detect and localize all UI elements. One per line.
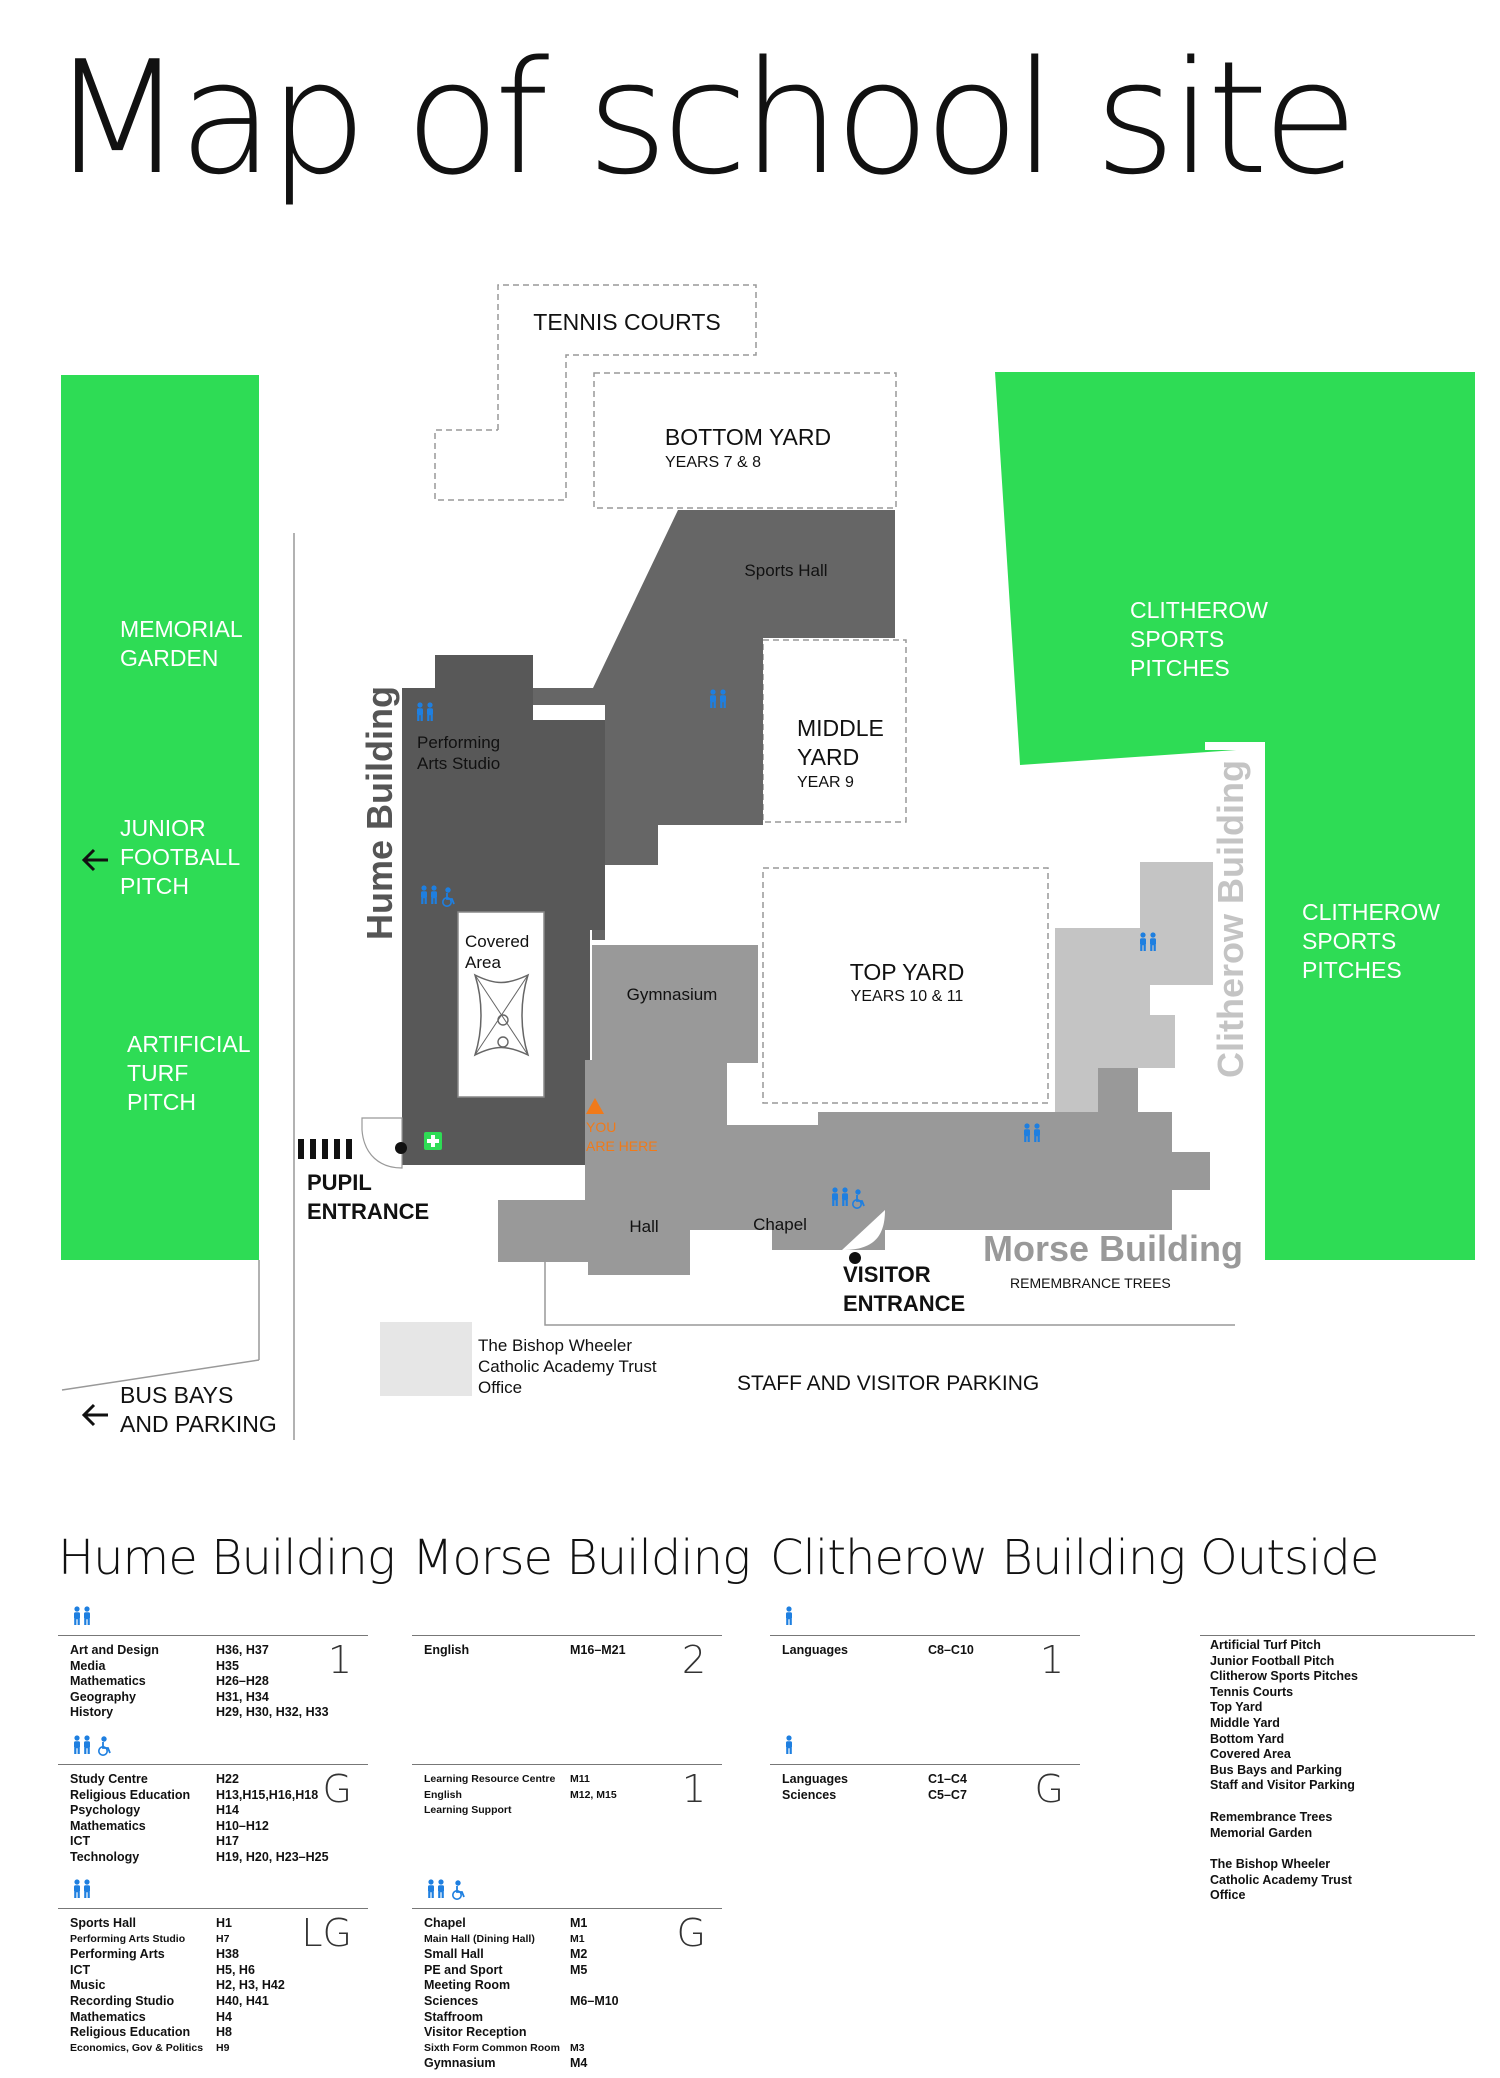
subject-name: Main Hall (Dining Hall) bbox=[424, 1932, 535, 1945]
room-numbers: M3 bbox=[570, 2041, 585, 2054]
subject-name: Visitor Reception bbox=[424, 2025, 527, 2040]
bus-bays-label: BUS BAYS AND PARKING bbox=[120, 1382, 277, 1437]
outside-item: Staff and Visitor Parking bbox=[1210, 1778, 1355, 1793]
floor-group bbox=[58, 1734, 368, 1864]
subject-name: Languages bbox=[782, 1643, 848, 1657]
room-numbers: H7 bbox=[216, 1932, 230, 1945]
subject-name: ICT bbox=[70, 1962, 91, 1977]
room-numbers: H17 bbox=[216, 1834, 239, 1849]
subject-name: Sciences bbox=[424, 1993, 479, 2008]
legend-hume bbox=[58, 1530, 395, 2054]
clitherow-building-name: Clitherow Building bbox=[1210, 760, 1251, 1078]
outside-item: Artificial Turf Pitch bbox=[1210, 1638, 1321, 1652]
room-numbers: H2, H3, H42 bbox=[216, 1978, 285, 1993]
subject-name: English bbox=[424, 1643, 470, 1657]
bottom-yard-label: BOTTOM YARD bbox=[664, 424, 832, 450]
covered-area-label: Covered Area bbox=[465, 932, 530, 972]
room-numbers: H9 bbox=[216, 2041, 230, 2054]
room-numbers: C8–C10 bbox=[928, 1643, 974, 1657]
subject-name: English bbox=[424, 1788, 462, 1801]
subject-name: Technology bbox=[70, 1849, 140, 1864]
outside-item: Bus Bays and Parking bbox=[1210, 1762, 1342, 1777]
hume-building-name: Hume Building bbox=[359, 686, 400, 940]
floor-number: 1 bbox=[1039, 1638, 1064, 1682]
outside-item: Middle Yard bbox=[1210, 1715, 1280, 1730]
subject-name: Gymnasium bbox=[424, 2056, 496, 2071]
pupil-entrance-dot bbox=[395, 1142, 407, 1154]
room-numbers: M6–M10 bbox=[570, 1993, 619, 2008]
hall-label: Hall bbox=[629, 1217, 659, 1236]
legend-outside bbox=[1200, 1530, 1475, 1903]
subject-name: Psychology bbox=[70, 1803, 141, 1818]
remembrance-trees-label: REMEMBRANCE TREES bbox=[1010, 1275, 1171, 1291]
subject-name: Geography bbox=[70, 1689, 136, 1704]
room-numbers: M11 bbox=[570, 1773, 590, 1785]
outside-item: Memorial Garden bbox=[1210, 1825, 1313, 1840]
room-numbers: M12, M15 bbox=[570, 1788, 617, 1801]
top-yard-sub: YEARS 10 & 11 bbox=[850, 988, 964, 1005]
floor-number: 1 bbox=[681, 1767, 706, 1811]
room-numbers: H4 bbox=[216, 2009, 232, 2024]
clitherow-pitches-top bbox=[995, 372, 1475, 765]
first-aid-icon bbox=[424, 1132, 442, 1150]
room-numbers: H5, H6 bbox=[216, 1962, 255, 1977]
tennis-courts-label: TENNIS COURTS bbox=[533, 309, 721, 335]
subject-name: History bbox=[70, 1705, 114, 1720]
floor-number: G bbox=[322, 1767, 352, 1811]
room-numbers: C5–C7 bbox=[928, 1787, 967, 1802]
room-numbers: H1 bbox=[216, 1916, 232, 1930]
room-numbers: H31, H34 bbox=[216, 1689, 269, 1704]
outside-item: Remembrance Trees bbox=[1210, 1809, 1333, 1824]
subject-name: ICT bbox=[70, 1834, 91, 1849]
subject-name: Economics, Gov & Politics bbox=[70, 2041, 204, 2054]
subject-name: Learning Resource Centre bbox=[424, 1773, 556, 1785]
subject-name: Music bbox=[70, 1978, 106, 1993]
staff-parking-label: STAFF AND VISITOR PARKING bbox=[737, 1372, 1040, 1395]
trust-office-label: The Bishop Wheeler Catholic Academy Trust Office bbox=[478, 1336, 657, 1397]
subject-name: PE and Sport bbox=[424, 1962, 503, 1977]
sports-hall-label: Sports Hall bbox=[744, 561, 828, 580]
outside-item: Covered Area bbox=[1210, 1747, 1291, 1762]
middle-yard-label: MIDDLE YARD bbox=[797, 715, 884, 770]
outside-item: Tennis Courts bbox=[1210, 1684, 1294, 1699]
toilet-icon bbox=[782, 1734, 812, 1758]
toilet-icon bbox=[782, 1605, 812, 1629]
floor-group bbox=[412, 1605, 722, 1682]
subject-name: Languages bbox=[782, 1772, 848, 1786]
top-yard-label: TOP YARD bbox=[849, 959, 965, 985]
room-numbers: H38 bbox=[216, 1947, 239, 1962]
artificial-turf-label: ARTIFICIAL TURF PITCH bbox=[127, 1031, 251, 1115]
subject-name: Small Hall bbox=[424, 1947, 484, 1962]
morse-building-name: Morse Building bbox=[983, 1228, 1243, 1269]
floor-number: G bbox=[1034, 1767, 1064, 1811]
room-numbers: M4 bbox=[570, 2056, 588, 2071]
room-numbers: M1 bbox=[570, 1916, 588, 1930]
room-numbers: M2 bbox=[570, 1947, 588, 1962]
outside-item: Clitherow Sports Pitches bbox=[1210, 1669, 1358, 1684]
floor-number: 2 bbox=[681, 1638, 706, 1682]
floor-group bbox=[412, 1734, 722, 1817]
subject-name: Mathematics bbox=[70, 1818, 146, 1833]
subject-name: Chapel bbox=[424, 1916, 466, 1930]
outside-item: Office bbox=[1210, 1888, 1246, 1903]
subject-name: Mathematics bbox=[70, 1674, 146, 1689]
room-numbers: H36, H37 bbox=[216, 1643, 269, 1657]
room-numbers: H13,H15,H16,H18 bbox=[216, 1787, 319, 1802]
toilets-icon bbox=[70, 1605, 110, 1629]
floor-group bbox=[770, 1734, 1080, 1811]
bottom-yard-sub: YEARS 7 & 8 bbox=[664, 454, 762, 471]
top-yard bbox=[763, 868, 1048, 1103]
room-numbers: H8 bbox=[216, 2025, 232, 2040]
legend-heading: Clitherow Building bbox=[770, 1530, 1186, 1586]
room-numbers: C1–C4 bbox=[928, 1772, 967, 1786]
room-numbers: H40, H41 bbox=[216, 1993, 269, 2008]
subject-name: Mathematics bbox=[70, 2009, 146, 2024]
outside-list bbox=[1210, 1638, 1358, 1904]
subject-name: Sciences bbox=[782, 1787, 837, 1802]
gymnasium-label: Gymnasium bbox=[626, 985, 718, 1004]
room-numbers: M1 bbox=[570, 1932, 585, 1945]
subject-name: Sixth Form Common Room bbox=[424, 2041, 560, 2054]
clitherow-pitches-right-label: CLITHEROW SPORTS PITCHES bbox=[1302, 899, 1440, 983]
legend-clitherow bbox=[770, 1530, 1186, 1811]
subject-name: Learning Support bbox=[424, 1804, 512, 1817]
subject-name: Staffroom bbox=[424, 2009, 484, 2024]
room-numbers: H29, H30, H32, H33 bbox=[216, 1705, 329, 1720]
floor-number: LG bbox=[301, 1911, 352, 1955]
floor-number: 1 bbox=[327, 1638, 352, 1682]
floor-group bbox=[58, 1605, 368, 1725]
subject-name: Media bbox=[70, 1658, 106, 1673]
floor-group bbox=[412, 1878, 722, 2078]
junior-football-label: JUNIOR FOOTBALL PITCH bbox=[120, 815, 241, 899]
subject-name: Recording Studio bbox=[70, 1993, 175, 2008]
room-numbers: H19, H20, H23–H25 bbox=[216, 1849, 329, 1864]
accessible-toilet-icon bbox=[70, 1734, 130, 1758]
legend-heading: Hume Building bbox=[58, 1530, 395, 1586]
chapel-label: Chapel bbox=[753, 1215, 807, 1234]
outside-item: Bottom Yard bbox=[1210, 1731, 1285, 1746]
clitherow-pitches-top-label: CLITHEROW SPORTS PITCHES bbox=[1130, 597, 1268, 681]
subject-name: Performing Arts Studio bbox=[70, 1932, 186, 1945]
outside-item: The Bishop Wheeler bbox=[1210, 1857, 1331, 1872]
outside-item: Junior Football Pitch bbox=[1210, 1653, 1335, 1668]
room-numbers: H22 bbox=[216, 1772, 239, 1786]
trust-office-building bbox=[380, 1322, 472, 1396]
room-numbers: H26–H28 bbox=[216, 1674, 269, 1689]
outside-item: Top Yard bbox=[1210, 1700, 1263, 1715]
toilets-icon bbox=[70, 1878, 110, 1902]
accessible-toilet-icon bbox=[424, 1878, 484, 1902]
legend-morse bbox=[412, 1530, 750, 2071]
outside-item: Catholic Academy Trust bbox=[1210, 1872, 1352, 1887]
you-are-here-label: YOU ARE HERE bbox=[586, 1119, 658, 1154]
pupil-entrance-label: PUPIL ENTRANCE bbox=[307, 1170, 430, 1224]
floor-number: G bbox=[676, 1911, 706, 1955]
subject-name: Study Centre bbox=[70, 1772, 148, 1786]
legend-heading: Morse Building bbox=[412, 1530, 750, 1586]
room-numbers: M5 bbox=[570, 1962, 588, 1977]
subject-name: Sports Hall bbox=[70, 1916, 136, 1930]
room-numbers: H35 bbox=[216, 1658, 239, 1673]
subject-name: Religious Education bbox=[70, 2025, 191, 2040]
room-numbers: H10–H12 bbox=[216, 1818, 269, 1833]
floor-group bbox=[770, 1605, 1080, 1682]
subject-name: Meeting Room bbox=[424, 1978, 511, 1993]
page-title: Map of school site bbox=[50, 27, 1353, 209]
middle-yard-sub: YEAR 9 bbox=[797, 774, 854, 791]
visitor-entrance-label: VISITOR ENTRANCE bbox=[843, 1262, 966, 1316]
subject-name: Art and Design bbox=[70, 1643, 159, 1657]
room-numbers: M16–M21 bbox=[570, 1643, 626, 1657]
subject-name: Religious Education bbox=[70, 1787, 191, 1802]
clitherow-pitches-right bbox=[1265, 742, 1475, 1260]
subject-name: Performing Arts bbox=[70, 1947, 165, 1962]
memorial-garden-label: MEMORIAL GARDEN bbox=[120, 616, 243, 671]
performing-arts-label: Performing Arts Studio bbox=[417, 733, 501, 773]
legend-heading: Outside bbox=[1200, 1530, 1379, 1586]
room-numbers: H14 bbox=[216, 1803, 239, 1818]
floor-group bbox=[58, 1878, 368, 2058]
